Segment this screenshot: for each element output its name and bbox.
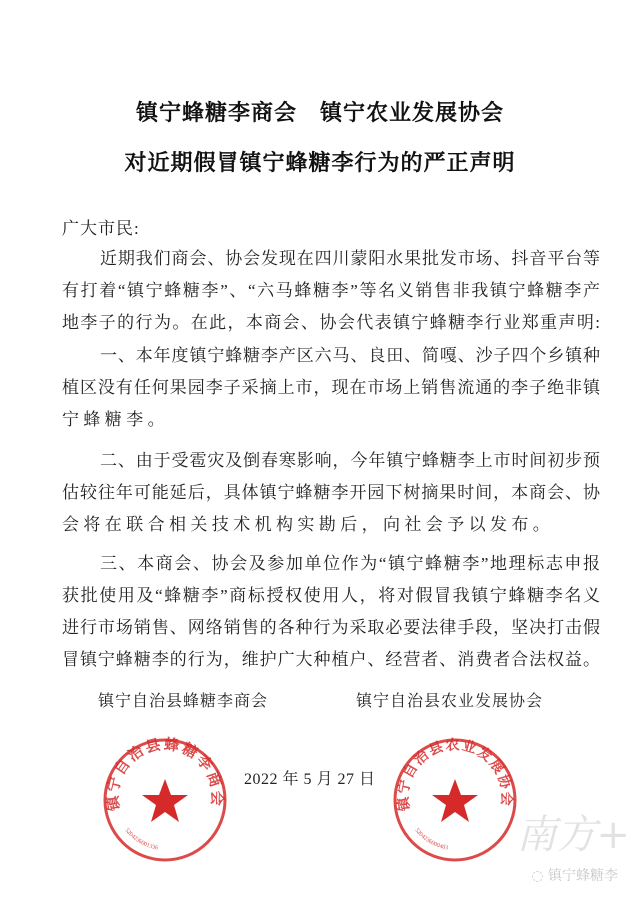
signature-date: 2022 年 5 月 27 日 [244,771,376,788]
stamp-right [390,735,520,865]
title-line-2: 对近期假冒镇宁蜂糖李行为的严正声明 [124,150,516,175]
star-icon [432,779,478,822]
watermark-account-name: 镇宁蜂糖李 [548,868,618,884]
body-line: 宁蜂糖李。 [62,410,169,429]
body-line: 冒镇宁蜂糖李的行为，维护广大种植户、经营者、消费者合法权益。 [62,650,600,669]
salutation: 广大市民: [62,219,140,238]
title-line-1: 镇宁蜂糖李商会 镇宁农业发展协会 [135,100,504,125]
body-line: 有打着“镇宁蜂糖李”、“六马蜂糖李”等名义销售非我镇宁蜂糖李产 [62,281,600,300]
stamp-left-code: 5204236001336 [123,827,159,852]
body-line: 地李子的行为。在此，本商会、协会代表镇宁蜂糖李行业郑重声明: [62,313,600,332]
body-line: 获批使用及“蜂糖李”商标授权使用人，将对假冒我镇宁蜂糖李名义 [62,586,600,605]
stamp-right-text: 镇宁自治县农业发展协会 [396,738,514,812]
signature-left: 镇宁自治县蜂糖李商会 [98,693,269,710]
stamp-left [100,735,230,865]
stamp-left-text: 镇宁自治县蜂糖李商会 [105,736,225,812]
body-line: 进行市场销售、网络销售的各种行为采取必要法律手段，坚决打击假 [62,618,600,637]
body-line: 一、本年度镇宁蜂糖李产区六马、良田、简嘎、沙子四个乡镇种 [100,346,600,365]
stamp-right-code: 5204236000403 [413,827,449,852]
body-line: 会将在联合相关技术机构实勘后，向社会予以发布。 [62,515,555,534]
wechat-icon: ◌ [531,868,548,884]
watermark-logo: 南方+ [516,812,630,858]
star-icon [142,779,188,822]
signature-right: 镇宁自治县农业发展协会 [356,693,544,710]
body-line: 近期我们商会、协会发现在四川蒙阳水果批发市场、抖音平台等 [100,249,600,268]
body-line: 估较往年可能延后，具体镇宁蜂糖李开园下树摘果时间，本商会、协 [62,483,600,502]
body-line: 三、本商会、协会及参加单位作为“镇宁蜂糖李”地理标志申报 [100,554,600,573]
body-line: 二、由于受雹灾及倒春寒影响，今年镇宁蜂糖李上市时间初步预 [100,451,600,470]
watermark-account [531,867,618,885]
body-line: 植区没有任何果园李子采摘上市，现在市场上销售流通的李子绝非镇 [62,378,600,397]
